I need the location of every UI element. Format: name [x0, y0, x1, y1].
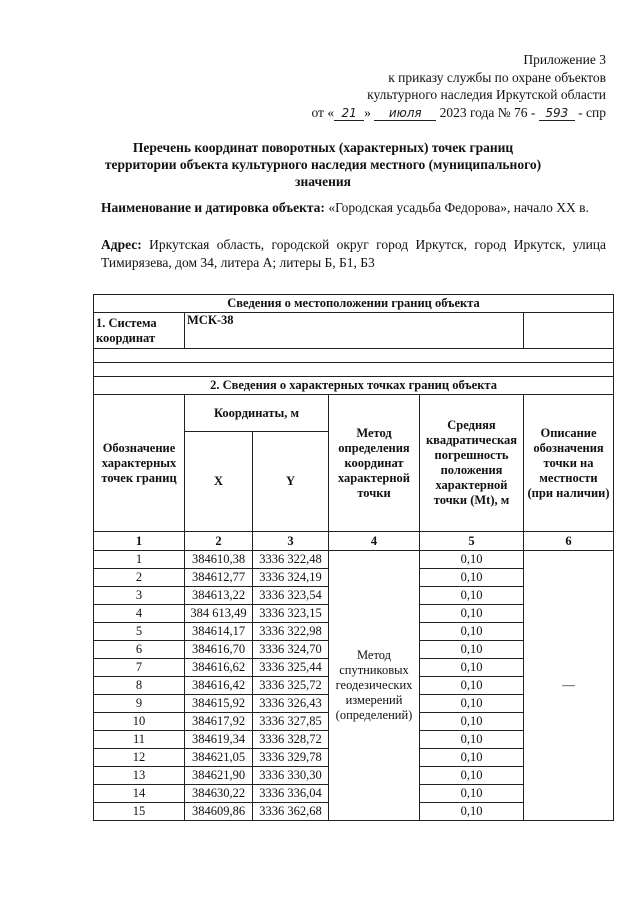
handwritten-order-number: 593: [539, 106, 575, 121]
point-number: 11: [94, 731, 185, 749]
section-2-header: 2. Сведения о характерных точках границ объекта: [94, 377, 614, 395]
order-suffix: - спр: [578, 104, 606, 120]
coord-x: 384617,92: [185, 713, 253, 731]
column-number: 1: [94, 532, 185, 551]
point-number: 15: [94, 803, 185, 821]
point-number: 7: [94, 659, 185, 677]
header-designation: Обозначение характерных точек границ: [94, 395, 185, 532]
point-number: 5: [94, 623, 185, 641]
coordinate-system-value: МСК-38: [185, 313, 524, 349]
coord-x: 384616,62: [185, 659, 253, 677]
handwritten-month: июля: [374, 106, 436, 121]
coord-y: 3336 325,72: [253, 677, 329, 695]
accuracy-value: 0,10: [420, 695, 524, 713]
accuracy-value: 0,10: [420, 587, 524, 605]
coord-y: 3336 336,04: [253, 785, 329, 803]
spacer-row: [94, 363, 614, 377]
accuracy-value: 0,10: [420, 713, 524, 731]
accuracy-value: 0,10: [420, 569, 524, 587]
column-number: 4: [329, 532, 420, 551]
object-name-paragraph: [101, 199, 606, 217]
column-numbers-row: [94, 532, 614, 551]
coordinate-system-empty: [524, 313, 614, 349]
coord-x: 384609,86: [185, 803, 253, 821]
coord-x: 384621,05: [185, 749, 253, 767]
object-name-value: «Городская усадьба Федорова», начало XX в.: [328, 200, 589, 215]
description-value: —: [524, 551, 614, 821]
accuracy-value: 0,10: [420, 749, 524, 767]
point-number: 6: [94, 641, 185, 659]
accuracy-value: 0,10: [420, 551, 524, 569]
appendix-line-3: культурного наследия Иркутской области: [367, 87, 606, 102]
coord-y: 3336 362,68: [253, 803, 329, 821]
accuracy-value: 0,10: [420, 677, 524, 695]
header-method: Метод определения координат характерной точки: [329, 395, 420, 532]
coord-y: 3336 328,72: [253, 731, 329, 749]
date-year: 2023 года № 76 -: [439, 104, 536, 120]
coord-x: 384616,42: [185, 677, 253, 695]
handwritten-day: 21: [334, 106, 364, 121]
point-number: 8: [94, 677, 185, 695]
point-number: 3: [94, 587, 185, 605]
column-number: 2: [185, 532, 253, 551]
appendix-line-2: к приказу службы по охране объектов: [388, 69, 606, 85]
coord-x: 384615,92: [185, 695, 253, 713]
coord-y: 3336 326,43: [253, 695, 329, 713]
coord-y: 3336 323,54: [253, 587, 329, 605]
accuracy-value: 0,10: [420, 659, 524, 677]
title-line-1: Перечень координат поворотных (характерных) точек границ: [132, 140, 514, 155]
coord-x: 384610,38: [185, 551, 253, 569]
coord-y: 3336 322,48: [253, 551, 329, 569]
accuracy-value: 0,10: [420, 623, 524, 641]
point-number: 2: [94, 569, 185, 587]
coord-x: 384621,90: [185, 767, 253, 785]
title-line-2: территории объекта культурного наследия местного (муниципального): [104, 157, 542, 172]
coord-y: 3336 323,15: [253, 605, 329, 623]
spacer-row: [94, 349, 614, 363]
coord-x: 384613,22: [185, 587, 253, 605]
coordinates-table: [93, 294, 614, 821]
coord-y: 3336 329,78: [253, 749, 329, 767]
coord-x: 384 613,49: [185, 605, 253, 623]
coord-x: 384630,22: [185, 785, 253, 803]
appendix-line-1: Приложение 3: [523, 52, 606, 67]
column-number: 6: [524, 532, 614, 551]
appendix-date-line: [246, 104, 606, 122]
document-title: [90, 139, 556, 190]
object-name-label: Наименование и датировка объекта:: [101, 200, 325, 215]
header-y: Y: [253, 432, 329, 532]
accuracy-value: 0,10: [420, 731, 524, 749]
accuracy-value: 0,10: [420, 641, 524, 659]
title-line-3: значения: [295, 174, 351, 189]
coord-y: 3336 327,85: [253, 713, 329, 731]
date-mid: »: [364, 104, 371, 120]
appendix-header: [246, 51, 606, 121]
section-1-header: Сведения о местоположении границ объекта: [94, 295, 614, 313]
coordinate-system-label: 1. Система координат: [94, 313, 185, 349]
accuracy-value: 0,10: [420, 803, 524, 821]
object-address-label: Адрес:: [101, 237, 142, 252]
point-number: 4: [94, 605, 185, 623]
object-address-paragraph: [101, 236, 606, 272]
header-coordinates: Координаты, м: [185, 395, 329, 432]
header-description: Описание обозначения точки на местности (при наличии): [524, 395, 614, 532]
coord-y: 3336 322,98: [253, 623, 329, 641]
column-number: 3: [253, 532, 329, 551]
header-x: X: [185, 432, 253, 532]
coord-x: 384616,70: [185, 641, 253, 659]
coord-y: 3336 324,19: [253, 569, 329, 587]
coord-x: 384619,34: [185, 731, 253, 749]
accuracy-value: 0,10: [420, 605, 524, 623]
point-number: 9: [94, 695, 185, 713]
header-accuracy: Средняя квадратическая погрешность положения характерной точки (Mt), м: [420, 395, 524, 532]
coord-x: 384612,77: [185, 569, 253, 587]
table-row: [94, 551, 614, 569]
date-prefix: от «: [311, 104, 335, 120]
accuracy-value: 0,10: [420, 767, 524, 785]
method-value: Метод спутниковых геодезических измерений (определений): [329, 551, 420, 821]
accuracy-value: 0,10: [420, 785, 524, 803]
coord-y: 3336 324,70: [253, 641, 329, 659]
point-number: 14: [94, 785, 185, 803]
coord-y: 3336 325,44: [253, 659, 329, 677]
point-number: 10: [94, 713, 185, 731]
point-number: 12: [94, 749, 185, 767]
object-address-value: Иркутская область, городской округ город Иркутск, город Иркутск, улица Тимирязева, дом 34, литера А; литеры Б, Б1, Б3: [101, 237, 607, 270]
point-number: 13: [94, 767, 185, 785]
coord-y: 3336 330,30: [253, 767, 329, 785]
column-number: 5: [420, 532, 524, 551]
point-number: 1: [94, 551, 185, 569]
coord-x: 384614,17: [185, 623, 253, 641]
